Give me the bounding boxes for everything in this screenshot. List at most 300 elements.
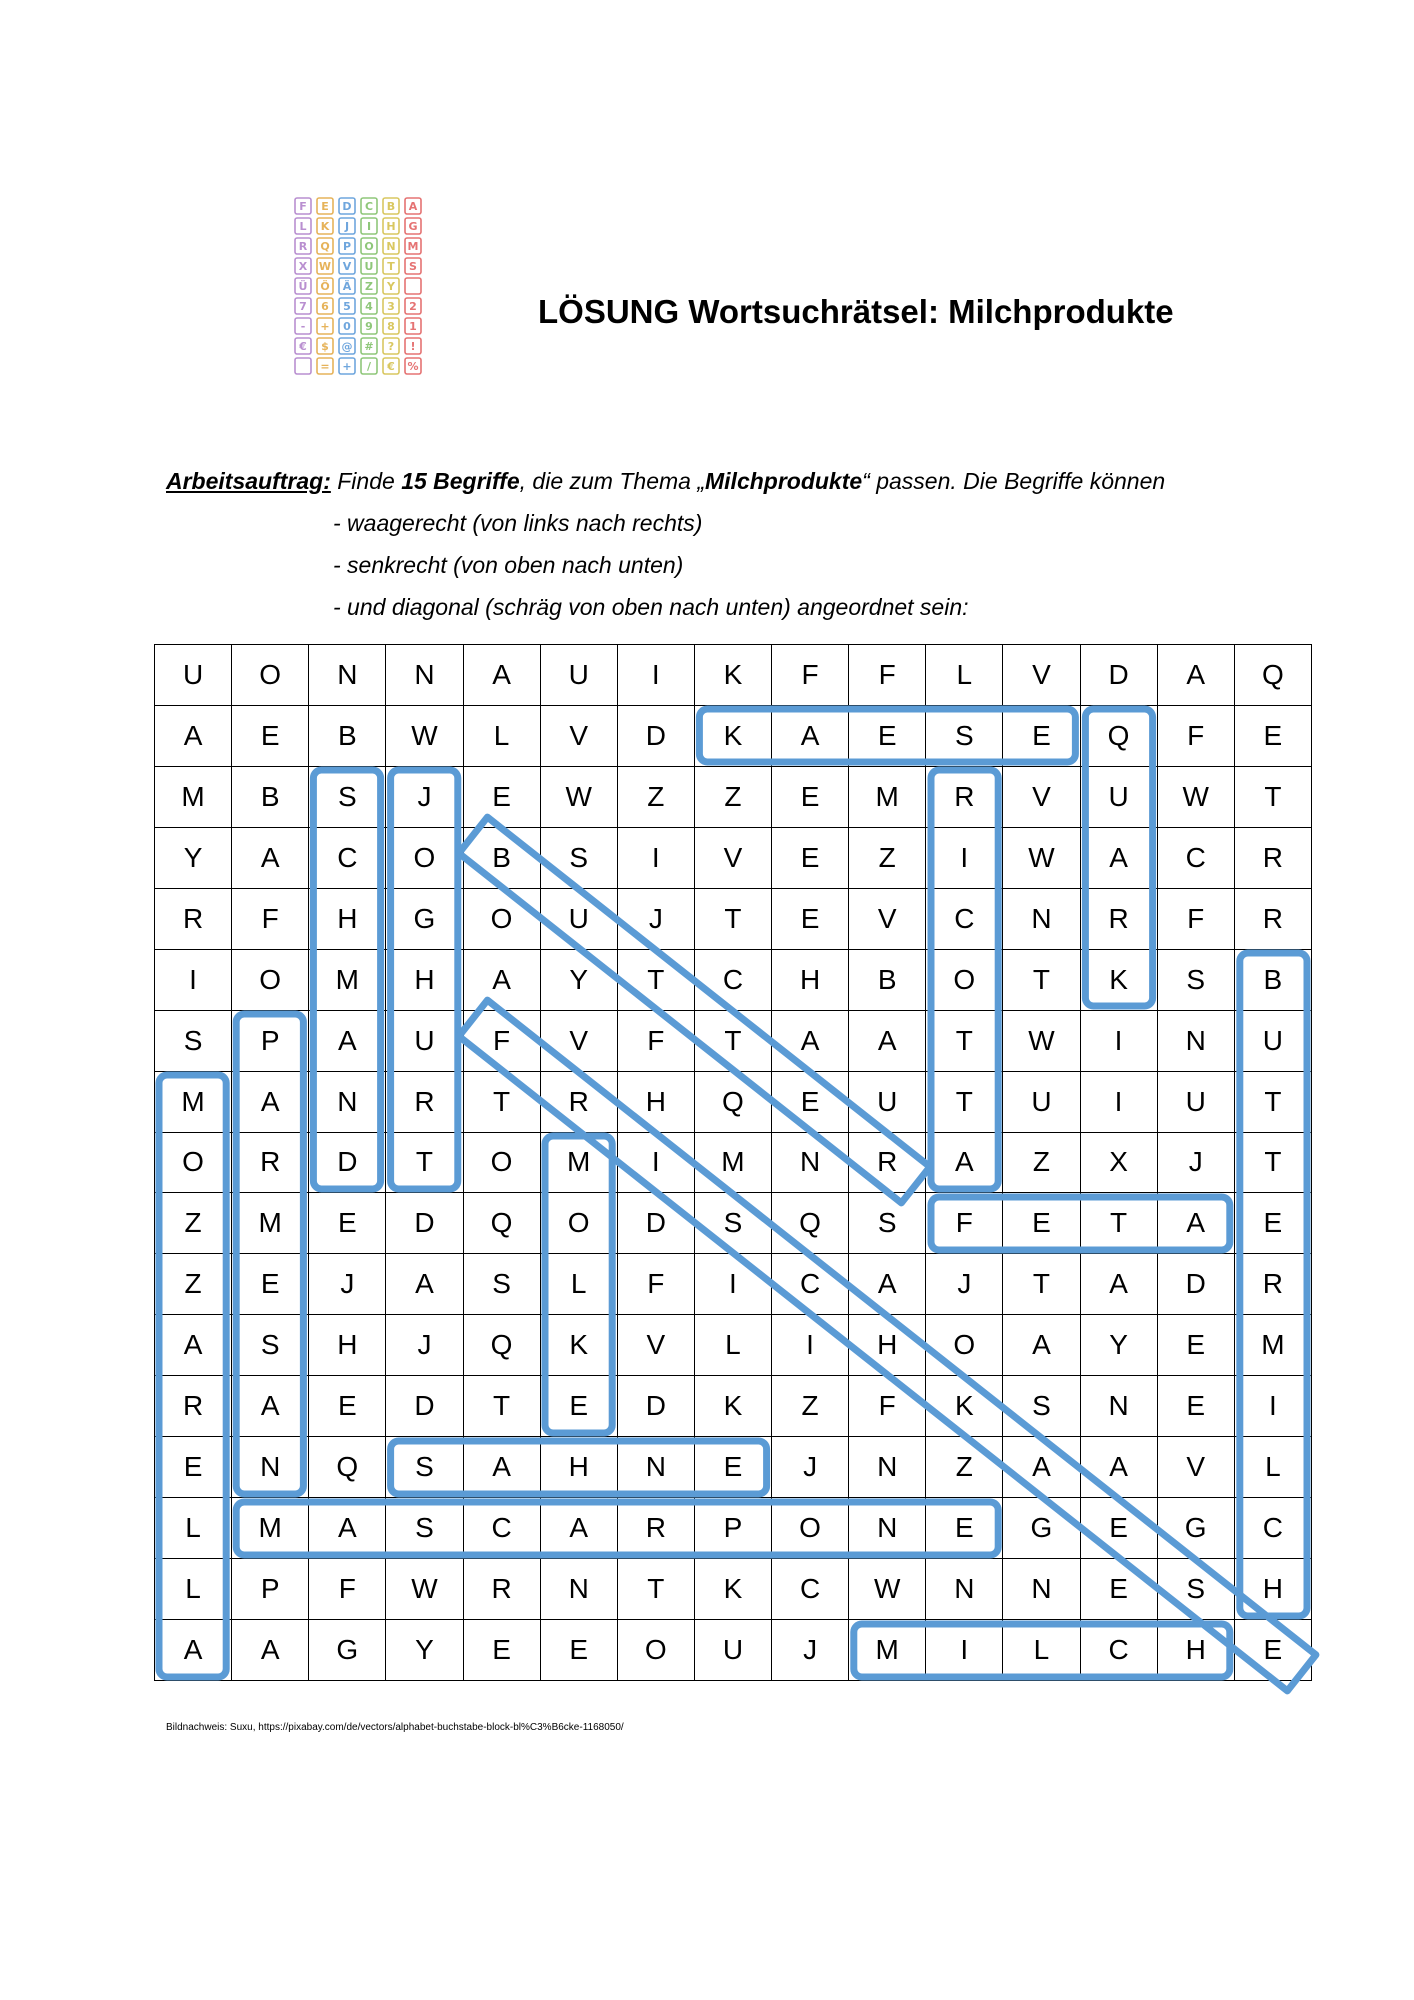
svg-text:9: 9 <box>365 320 373 333</box>
letter-block <box>317 238 333 254</box>
grid-cell: T <box>386 1132 463 1193</box>
grid-cell: I <box>1234 1376 1311 1437</box>
grid-cell: V <box>1157 1437 1234 1498</box>
grid-cell: J <box>386 766 463 827</box>
grid-cell: D <box>386 1376 463 1437</box>
grid-cell: N <box>1003 1559 1080 1620</box>
grid-cell: B <box>309 705 386 766</box>
grid-cell: D <box>617 705 694 766</box>
grid-cell: A <box>849 1254 926 1315</box>
grid-cell: A <box>232 1071 309 1132</box>
svg-text:/: / <box>366 360 372 373</box>
grid-cell: N <box>1003 888 1080 949</box>
grid-cell: Z <box>155 1254 232 1315</box>
letter-block <box>295 338 311 354</box>
svg-text:F: F <box>299 200 307 213</box>
letter-block <box>295 238 311 254</box>
task-label: Arbeitsauftrag: <box>166 468 331 494</box>
alphabet-blocks-logo <box>293 196 423 376</box>
grid-cell: U <box>540 645 617 706</box>
grid-cell: N <box>540 1559 617 1620</box>
grid-cell: Z <box>1003 1132 1080 1193</box>
grid-cell: E <box>694 1437 771 1498</box>
svg-text:V: V <box>342 260 352 273</box>
grid-cell: G <box>1157 1498 1234 1559</box>
grid-cell: P <box>694 1498 771 1559</box>
grid-cell: C <box>1234 1498 1311 1559</box>
grid-cell: V <box>694 827 771 888</box>
grid-cell: F <box>926 1193 1003 1254</box>
letter-block <box>405 278 421 294</box>
grid-cell: H <box>1234 1559 1311 1620</box>
grid-cell: G <box>309 1620 386 1681</box>
letter-block <box>405 338 421 354</box>
grid-row <box>155 1620 1312 1681</box>
grid-cell: R <box>540 1071 617 1132</box>
grid-cell: E <box>309 1193 386 1254</box>
svg-text:S: S <box>409 260 417 273</box>
grid-cell: J <box>926 1254 1003 1315</box>
grid-cell: E <box>849 705 926 766</box>
image-credit: Bildnachweis: Suxu, https://pixabay.com/de/vectors/alphabet-buchstabe-block-bl%C3%B6cke-1168050/ <box>166 1722 624 1733</box>
grid-cell: H <box>540 1437 617 1498</box>
svg-text:$: $ <box>321 340 329 353</box>
grid-cell: R <box>1080 888 1157 949</box>
grid-cell: W <box>386 1559 463 1620</box>
grid-cell: S <box>463 1254 540 1315</box>
task-instructions <box>166 460 1286 628</box>
grid-cell: K <box>694 1376 771 1437</box>
grid-cell: S <box>232 1315 309 1376</box>
grid-cell: M <box>232 1193 309 1254</box>
grid-cell: H <box>386 949 463 1010</box>
svg-text:-: - <box>300 320 306 333</box>
grid-cell: O <box>155 1132 232 1193</box>
grid-cell: J <box>772 1437 849 1498</box>
grid-row <box>155 1498 1312 1559</box>
letter-block <box>317 318 333 334</box>
letter-block <box>339 258 355 274</box>
grid-cell: I <box>694 1254 771 1315</box>
grid-cell: N <box>926 1559 1003 1620</box>
grid-cell: G <box>386 888 463 949</box>
grid-cell: M <box>155 766 232 827</box>
letter-block <box>405 298 421 314</box>
grid-cell: E <box>926 1498 1003 1559</box>
letter-block <box>361 238 377 254</box>
page-title: LÖSUNG Wortsuchrätsel: Milchprodukte <box>538 293 1174 330</box>
grid-cell: Q <box>1080 705 1157 766</box>
grid-cell: H <box>617 1071 694 1132</box>
grid-cell: T <box>463 1071 540 1132</box>
grid-cell: D <box>1080 645 1157 706</box>
letter-block <box>383 218 399 234</box>
letter-block <box>339 218 355 234</box>
grid-cell: D <box>386 1193 463 1254</box>
grid-row <box>155 1132 1312 1193</box>
grid-cell: L <box>155 1498 232 1559</box>
letter-block <box>361 278 377 294</box>
grid-cell: A <box>849 1010 926 1071</box>
grid-cell: T <box>1234 766 1311 827</box>
grid-cell: A <box>926 1132 1003 1193</box>
grid-cell: L <box>926 645 1003 706</box>
letter-block <box>361 218 377 234</box>
grid-cell: A <box>463 645 540 706</box>
grid-row <box>155 1010 1312 1071</box>
grid-cell: J <box>617 888 694 949</box>
letter-block <box>317 298 333 314</box>
svg-text:3: 3 <box>387 300 395 313</box>
svg-text:1: 1 <box>409 320 417 333</box>
grid-cell: C <box>772 1254 849 1315</box>
letter-block <box>383 278 399 294</box>
svg-text:0: 0 <box>343 320 351 333</box>
grid-cell: E <box>772 888 849 949</box>
grid-cell: O <box>232 949 309 1010</box>
grid-cell: N <box>617 1437 694 1498</box>
grid-cell: N <box>849 1498 926 1559</box>
grid-cell: U <box>1157 1071 1234 1132</box>
grid-cell: V <box>849 888 926 949</box>
grid-cell: O <box>540 1193 617 1254</box>
grid-cell: T <box>1003 949 1080 1010</box>
grid-cell: I <box>1080 1010 1157 1071</box>
grid-cell: Q <box>463 1193 540 1254</box>
grid-cell: M <box>694 1132 771 1193</box>
grid-cell: S <box>1003 1376 1080 1437</box>
grid-cell: C <box>694 949 771 1010</box>
word-search-grid <box>154 644 1312 1681</box>
grid-cell: Z <box>694 766 771 827</box>
grid-cell: O <box>463 1132 540 1193</box>
grid-cell: E <box>772 766 849 827</box>
grid-row <box>155 949 1312 1010</box>
grid-cell: S <box>309 766 386 827</box>
grid-cell: S <box>386 1437 463 1498</box>
grid-cell: A <box>155 1620 232 1681</box>
grid-cell: F <box>849 1376 926 1437</box>
svg-text:4: 4 <box>365 300 373 313</box>
svg-text:7: 7 <box>299 300 307 313</box>
grid-cell: S <box>1157 1559 1234 1620</box>
svg-text:Ü: Ü <box>298 280 308 293</box>
grid-cell: R <box>1234 888 1311 949</box>
svg-text:+: + <box>342 360 352 373</box>
svg-text:6: 6 <box>321 300 329 313</box>
grid-cell: Q <box>772 1193 849 1254</box>
grid-cell: V <box>1003 766 1080 827</box>
grid-cell: A <box>232 1376 309 1437</box>
grid-cell: Y <box>540 949 617 1010</box>
grid-cell: E <box>309 1376 386 1437</box>
grid-cell: R <box>617 1498 694 1559</box>
svg-text:K: K <box>320 220 330 233</box>
grid-cell: C <box>463 1498 540 1559</box>
grid-cell: F <box>617 1254 694 1315</box>
grid-cell: F <box>1157 888 1234 949</box>
grid-cell: S <box>694 1193 771 1254</box>
svg-text:!: ! <box>410 340 416 353</box>
grid-cell: M <box>155 1071 232 1132</box>
letter-block <box>339 198 355 214</box>
letter-block <box>339 298 355 314</box>
grid-cell: T <box>1234 1132 1311 1193</box>
grid-row <box>155 705 1312 766</box>
grid-cell: N <box>309 645 386 706</box>
grid-cell: F <box>1157 705 1234 766</box>
grid-cell: M <box>1234 1315 1311 1376</box>
grid-cell: A <box>772 1010 849 1071</box>
grid-cell: M <box>849 766 926 827</box>
grid-cell: O <box>772 1498 849 1559</box>
grid-cell: I <box>926 1620 1003 1681</box>
grid-cell: H <box>1157 1620 1234 1681</box>
grid-cell: O <box>926 1315 1003 1376</box>
grid-cell: K <box>694 1559 771 1620</box>
svg-text:5: 5 <box>343 300 351 313</box>
grid-cell: A <box>232 1620 309 1681</box>
svg-text:H: H <box>386 220 396 233</box>
grid-cell: F <box>463 1010 540 1071</box>
grid-cell: A <box>1080 1254 1157 1315</box>
grid-cell: T <box>617 1559 694 1620</box>
letter-block <box>361 318 377 334</box>
grid-cell: T <box>1080 1193 1157 1254</box>
grid-cell: K <box>926 1376 1003 1437</box>
grid-cell: I <box>772 1315 849 1376</box>
grid-cell: A <box>155 705 232 766</box>
grid-cell: E <box>155 1437 232 1498</box>
grid-cell: E <box>232 1254 309 1315</box>
grid-row <box>155 1071 1312 1132</box>
grid-cell: G <box>1003 1498 1080 1559</box>
letter-block <box>295 298 311 314</box>
letter-block <box>383 298 399 314</box>
grid-cell: B <box>849 949 926 1010</box>
task-rule: - waagerecht (von links nach rechts) <box>333 510 703 536</box>
svg-text:I: I <box>366 220 372 233</box>
grid-cell: V <box>617 1315 694 1376</box>
grid-cell: D <box>1157 1254 1234 1315</box>
grid-cell: V <box>540 1010 617 1071</box>
grid-cell: H <box>849 1315 926 1376</box>
grid-cell: E <box>1080 1498 1157 1559</box>
grid-cell: T <box>1234 1071 1311 1132</box>
grid-cell: R <box>1234 827 1311 888</box>
svg-text:A: A <box>408 200 418 213</box>
svg-text:#: # <box>364 340 374 353</box>
grid-cell: L <box>1003 1620 1080 1681</box>
grid-cell: W <box>1003 827 1080 888</box>
grid-cell: E <box>463 766 540 827</box>
grid-cell: N <box>1157 1010 1234 1071</box>
grid-cell: E <box>1157 1376 1234 1437</box>
grid-cell: E <box>1003 705 1080 766</box>
grid-cell: B <box>1234 949 1311 1010</box>
grid-cell: T <box>926 1010 1003 1071</box>
grid-cell: A <box>386 1254 463 1315</box>
grid-row <box>155 827 1312 888</box>
svg-text:+: + <box>320 320 330 333</box>
grid-cell: J <box>772 1620 849 1681</box>
grid-cell: H <box>772 949 849 1010</box>
grid-cell: V <box>1003 645 1080 706</box>
letter-block <box>383 198 399 214</box>
grid-cell: M <box>540 1132 617 1193</box>
grid-cell: M <box>849 1620 926 1681</box>
grid-cell: K <box>1080 949 1157 1010</box>
grid-cell: M <box>232 1498 309 1559</box>
svg-text:D: D <box>342 200 352 213</box>
svg-text:€: € <box>299 340 307 353</box>
svg-text:Ö: Ö <box>320 280 330 293</box>
svg-text:2: 2 <box>409 300 417 313</box>
svg-text:X: X <box>298 260 308 273</box>
grid-cell: Y <box>386 1620 463 1681</box>
svg-text:Z: Z <box>365 280 373 293</box>
svg-text:O: O <box>364 240 374 253</box>
grid-cell: K <box>540 1315 617 1376</box>
grid-cell: Z <box>849 827 926 888</box>
grid-row <box>155 1193 1312 1254</box>
grid-cell: S <box>540 827 617 888</box>
grid-cell: R <box>155 1376 232 1437</box>
letter-block <box>295 258 311 274</box>
grid-cell: H <box>309 888 386 949</box>
svg-text:M: M <box>407 240 419 253</box>
grid-cell: O <box>386 827 463 888</box>
grid-cell: P <box>232 1559 309 1620</box>
grid-row <box>155 1254 1312 1315</box>
grid-cell: E <box>540 1620 617 1681</box>
letter-block <box>383 258 399 274</box>
svg-text:T: T <box>387 260 395 273</box>
svg-text:R: R <box>298 240 308 253</box>
letter-block <box>405 198 421 214</box>
grid-cell: A <box>155 1315 232 1376</box>
grid-cell: E <box>232 705 309 766</box>
letter-block <box>317 338 333 354</box>
grid-cell: A <box>1080 827 1157 888</box>
grid-cell: A <box>1157 645 1234 706</box>
grid-row <box>155 645 1312 706</box>
letter-block <box>405 258 421 274</box>
grid-cell: E <box>1080 1559 1157 1620</box>
svg-text:=: = <box>320 360 330 373</box>
grid-cell: F <box>617 1010 694 1071</box>
grid-cell: R <box>155 888 232 949</box>
letter-block <box>405 358 421 374</box>
svg-text:B: B <box>386 200 396 213</box>
grid-cell: S <box>155 1010 232 1071</box>
grid-cell: S <box>849 1193 926 1254</box>
grid-cell: Y <box>155 827 232 888</box>
grid-cell: S <box>1157 949 1234 1010</box>
grid-cell: T <box>463 1376 540 1437</box>
grid-cell: O <box>463 888 540 949</box>
letter-block <box>317 218 333 234</box>
grid-cell: R <box>463 1559 540 1620</box>
grid-cell: T <box>926 1071 1003 1132</box>
grid-cell: A <box>309 1010 386 1071</box>
grid-cell: W <box>386 705 463 766</box>
letter-block <box>383 338 399 354</box>
svg-text:U: U <box>364 260 374 273</box>
svg-text:?: ? <box>387 340 395 353</box>
task-rule: - senkrecht (von oben nach unten) <box>333 552 684 578</box>
grid-cell: V <box>540 705 617 766</box>
grid-cell: E <box>1157 1315 1234 1376</box>
letter-block <box>317 198 333 214</box>
letter-block <box>361 198 377 214</box>
grid-cell: U <box>1234 1010 1311 1071</box>
grid-cell: S <box>926 705 1003 766</box>
grid-cell: A <box>309 1498 386 1559</box>
grid-cell: E <box>772 827 849 888</box>
grid-cell: A <box>1003 1437 1080 1498</box>
grid-row <box>155 1437 1312 1498</box>
grid-cell: B <box>232 766 309 827</box>
svg-text:Y: Y <box>387 280 395 293</box>
grid-cell: E <box>1234 1620 1311 1681</box>
grid-cell: D <box>309 1132 386 1193</box>
grid-cell: L <box>694 1315 771 1376</box>
grid-cell: U <box>694 1620 771 1681</box>
grid-cell: L <box>155 1559 232 1620</box>
grid-cell: K <box>694 705 771 766</box>
grid-cell: W <box>1157 766 1234 827</box>
grid-cell: Q <box>1234 645 1311 706</box>
grid-cell: K <box>694 645 771 706</box>
svg-text:8: 8 <box>387 320 395 333</box>
grid-cell: U <box>386 1010 463 1071</box>
grid-cell: J <box>1157 1132 1234 1193</box>
grid-cell: A <box>1080 1437 1157 1498</box>
grid-cell: U <box>1003 1071 1080 1132</box>
grid-cell: R <box>1234 1254 1311 1315</box>
grid-cell: E <box>1003 1193 1080 1254</box>
grid-cell: D <box>617 1376 694 1437</box>
grid-cell: Z <box>155 1193 232 1254</box>
grid-cell: Z <box>926 1437 1003 1498</box>
grid-cell: U <box>849 1071 926 1132</box>
letter-block <box>295 218 311 234</box>
grid-cell: N <box>849 1437 926 1498</box>
grid-cell: N <box>309 1071 386 1132</box>
grid-cell: N <box>232 1437 309 1498</box>
grid-cell: O <box>926 949 1003 1010</box>
grid-row <box>155 888 1312 949</box>
letter-block <box>317 358 333 374</box>
grid-cell: I <box>926 827 1003 888</box>
letter-block <box>361 258 377 274</box>
grid-cell: O <box>617 1620 694 1681</box>
grid-row <box>155 1376 1312 1437</box>
grid-cell: W <box>849 1559 926 1620</box>
svg-text:Ä: Ä <box>342 280 352 293</box>
letter-block <box>339 338 355 354</box>
grid-cell: W <box>540 766 617 827</box>
letter-block <box>317 258 333 274</box>
grid-row <box>155 1559 1312 1620</box>
task-rule: - und diagonal (schräg von oben nach unten) angeordnet sein: <box>333 594 969 620</box>
grid-cell: C <box>926 888 1003 949</box>
grid-cell: E <box>772 1071 849 1132</box>
letter-block <box>383 358 399 374</box>
grid-cell: E <box>540 1376 617 1437</box>
svg-text:E: E <box>321 200 329 213</box>
